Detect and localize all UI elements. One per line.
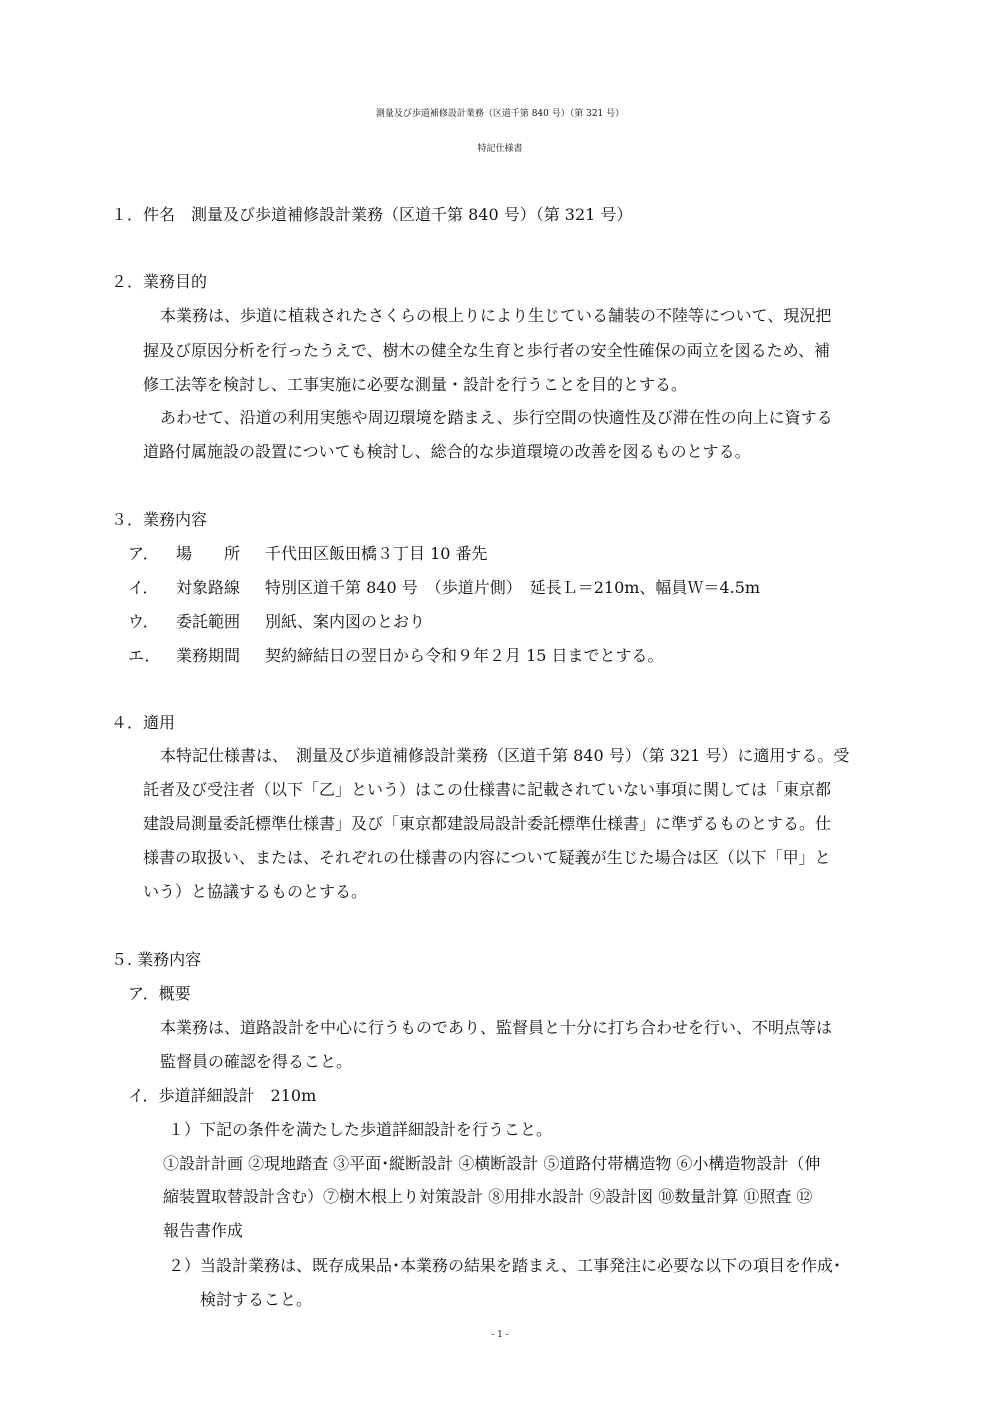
- document-subtitle: 特記仕様書: [477, 144, 523, 154]
- section-4-line: 建設局測量委託標準仕様書」及び「東京都建設局設計委託標準仕様書」に準ずるものとする。仕: [143, 814, 832, 833]
- document-title: 測量及び歩道補修設計業務（区道千第 840 号）（第 321 号）: [375, 109, 625, 119]
- subsection-b1-line: ①設計計画 ②現地踏査 ③平面･縦断設計 ④横断設計 ⑤道路付帯構造物 ⑥小構造物設計（伸: [163, 1154, 821, 1173]
- item-mark: エ．: [128, 646, 161, 665]
- section-2-line: あわせて、沿道の利用実態や周辺環境を踏まえ、歩行空間の快適性及び滞在性の向上に資する: [160, 408, 833, 427]
- section-1-name: １．件名 測量及び歩道補修設計業務（区道千第 840 号）（第 321 号）: [111, 205, 633, 224]
- section-4-line: 本特記仕様書は、 測量及び歩道補修設計業務（区道千第 840 号）（第 321 号）に適用する。受: [160, 746, 850, 765]
- item-value: 別紙、案内図のとおり: [265, 612, 426, 631]
- section-2-line: 修工法等を検討し、工事実施に必要な測量・設計を行うことを目的とする。: [143, 375, 688, 394]
- section-4-heading: ４．適用: [111, 713, 176, 732]
- page-number: - 1 -: [491, 1330, 509, 1340]
- section-4-line: 様書の取扱い、または、それぞれの仕様書の内容について疑義が生じた場合は区（以下「甲」と: [143, 848, 831, 867]
- section-3-heading: ３．業務内容: [111, 510, 208, 529]
- section-2-line: 本業務は、歩道に植栽されたさくらの根上りにより生じている舗装の不陸等について、現況把: [160, 306, 832, 325]
- section-5-heading: ５. 業務内容: [111, 950, 202, 969]
- subsection-b1-heading: １）下記の条件を満たした歩道詳細設計を行うこと。: [168, 1120, 553, 1139]
- item-mark: ウ．: [128, 612, 159, 631]
- subsection-a-line: 本業務は、道路設計を中心に行うものであり、監督員と十分に打ち合わせを行い、不明点等は: [160, 1018, 833, 1037]
- subsection-a-line: 監督員の確認を得ること。: [160, 1052, 353, 1071]
- section-2-line: 握及び原因分析を行ったうえで、樹木の健全な生育と歩行者の安全性確保の両立を図るため、補: [143, 341, 831, 360]
- item-value: 千代田区飯田橋３丁目 10 番先: [265, 544, 488, 563]
- subsection-a-heading: ア．概要: [128, 984, 191, 1003]
- subsection-b2-line: 検討すること。: [200, 1290, 313, 1309]
- item-label: 対象路線: [176, 578, 241, 597]
- subsection-b-heading: イ．歩道詳細設計 210m: [128, 1086, 317, 1105]
- item-label: 委託範囲: [176, 612, 241, 631]
- item-mark: ア．: [128, 544, 159, 563]
- section-2-line: 道路付属施設の設置についても検討し、総合的な歩道環境の改善を図るものとする。: [143, 442, 751, 461]
- subsection-b2-heading: ２）当設計業務は、既存成果品･本業務の結果を踏まえ、工事発注に必要な以下の項目を作成･: [168, 1256, 841, 1275]
- subsection-b1-line: 縮装置取替設計含む）⑦樹木根上り対策設計 ⑧用排水設計 ⑨設計図 ⑩数量計算 ⑪照査 ⑫: [163, 1187, 813, 1206]
- item-label: 業務期間: [176, 646, 241, 665]
- item-value: 契約締結日の翌日から令和９年２月 15 日までとする。: [265, 646, 664, 665]
- section-2-heading: ２．業務目的: [111, 272, 208, 291]
- item-label: 場 所: [176, 544, 241, 563]
- item-value: 特別区道千第 840 号 （歩道片側） 延長Ｌ＝210m、幅員Ｗ＝4.5m: [265, 578, 761, 597]
- section-4-line: 託者及び受注者（以下「乙」という）はこの仕様書に記載されていない事項に関しては「東京都: [143, 780, 832, 799]
- subsection-b1-line: 報告書作成: [163, 1221, 244, 1240]
- section-4-line: いう）と協議するものとする。: [143, 882, 368, 901]
- item-mark: イ．: [128, 578, 159, 597]
